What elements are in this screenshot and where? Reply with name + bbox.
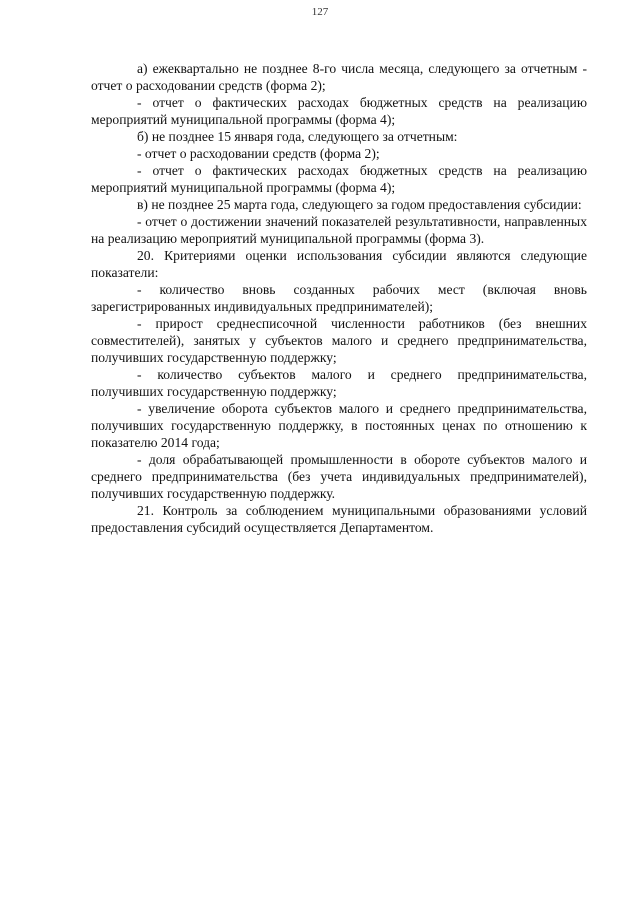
paragraph: б) не позднее 15 января года, следующего за отчетным:	[137, 129, 458, 144]
paragraph: - отчет о достижении значений показателей результативности, направленных на реализацию мероприятий муниципальной программы (форма 3).	[91, 214, 587, 246]
page-number: 127	[311, 6, 329, 18]
paragraph: в) не позднее 25 марта года, следующего за годом предоставления субсидии:	[137, 197, 582, 212]
paragraph: - количество субъектов малого и среднего предпринимательства, получивших государственную поддержку;	[91, 367, 587, 399]
paragraph: - увеличение оборота субъектов малого и среднего предпринимательства, получивших государственную поддержку, в постоянных ценах по отношению к показателю 2014 года;	[91, 401, 587, 450]
paragraph: - количество вновь созданных рабочих мест (включая вновь зарегистрированных индивидуальных предпринимателей);	[91, 282, 587, 314]
paragraph: - отчет о фактических расходах бюджетных средств на реализацию мероприятий муниципальной программы (форма 4);	[91, 95, 587, 127]
document-body	[91, 60, 587, 536]
paragraph: - отчет о фактических расходах бюджетных средств на реализацию мероприятий муниципальной программы (форма 4);	[91, 163, 587, 195]
paragraph: а) ежеквартально не позднее 8-го числа месяца, следующего за отчетным - отчет о расходовании средств (форма 2);	[91, 61, 587, 93]
paragraph: - прирост среднесписочной численности работников (без внешних совместителей), занятых у субъектов малого и среднего предпринимательства, получивших государственную поддержку;	[91, 316, 587, 365]
paragraph: - доля обрабатывающей промышленности в обороте субъектов малого и среднего предпринимательства (без учета индивидуальных предпринимателей), получивших государственную поддержку.	[91, 452, 587, 501]
paragraph: 20. Критериями оценки использования субсидии являются следующие показатели:	[91, 248, 587, 280]
paragraph: 21. Контроль за соблюдением муниципальными образованиями условий предоставления субсидий осуществляется Департаментом.	[91, 503, 587, 535]
paragraph: - отчет о расходовании средств (форма 2);	[137, 146, 380, 161]
